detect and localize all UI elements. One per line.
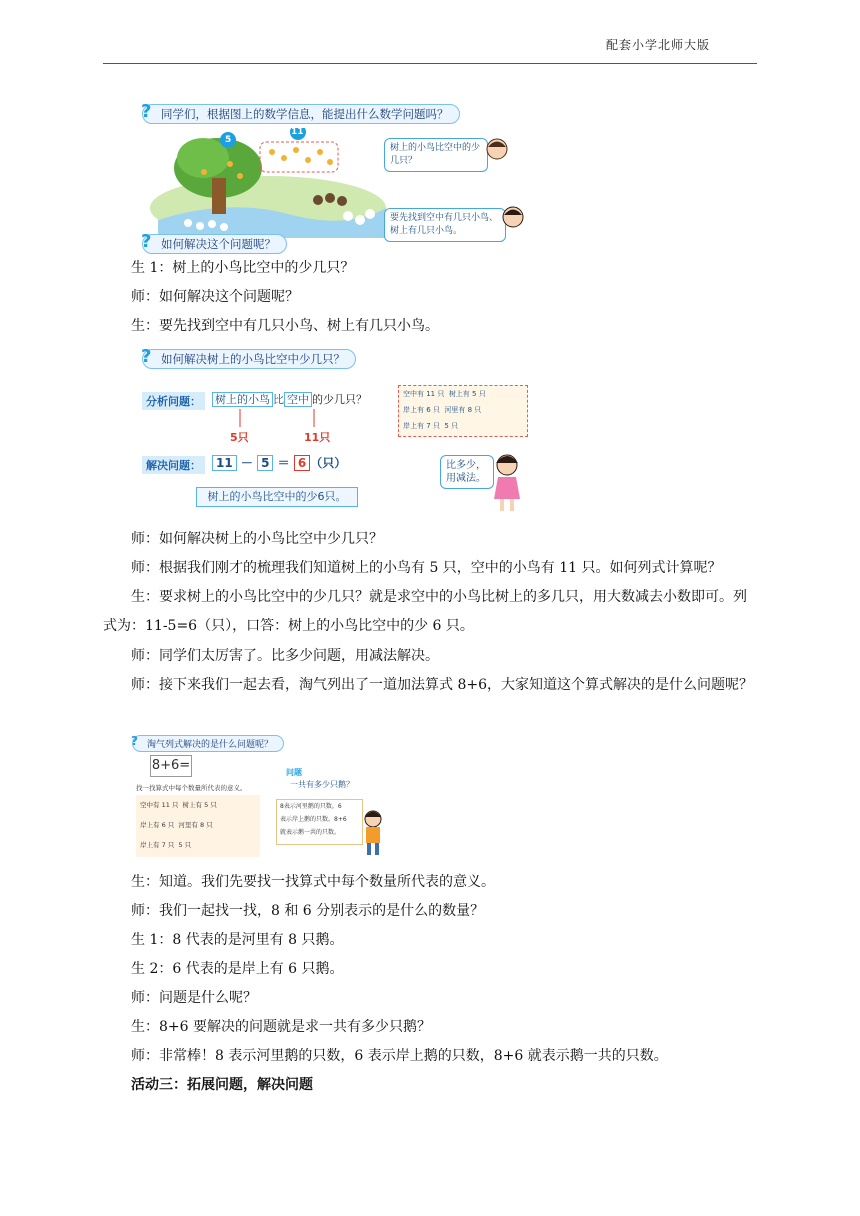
speech-bubble-answer [384,208,506,242]
info-row [403,418,527,434]
row1a: 空中有 11 只 [140,801,179,809]
problem-text: 一共有多少只鹅？ [290,780,354,789]
analyze-part1: 树上的小鸟 [212,392,273,407]
answer-text: 树上的小鸟比空中的少6只。 [207,490,347,503]
explain-box [276,799,363,845]
formula-box [150,755,192,777]
paragraph: 生：要求树上的小鸟比空中的少几只？就是求空中的小鸟比树上的多几只，用大数减去小数即可。列式为：11-5=6（只），口答：树上的小鸟比空中的少 6 只。 [103,589,747,634]
speech-bubble-question [384,138,488,172]
figure-subtraction-analysis [140,345,530,515]
paragraph: 师：同学们太厉害了。比多少问题，用减法解决。 [131,648,439,664]
scene-illustration [148,128,388,238]
unit: （只） [310,456,347,470]
figure2-title-text: 如何解决树上的小鸟比空中少几只？ [161,352,345,366]
num-c: 6 [294,455,310,471]
info-row [140,795,260,815]
header-divider [103,63,757,64]
analyze-part3: 的少几只？ [312,393,367,406]
answer-box [196,487,358,507]
paragraph: 生 2：6 代表的是岸上有 6 只鹅。 [131,961,344,977]
girl-speech-text: 比多少，用减法。 [446,460,486,484]
explain-line3: 就表示鹅一共的只数。 [280,829,341,836]
sky-count-label: 11 [291,127,304,137]
arrows [230,407,350,431]
figure1-bottom-question-text: 如何解决这个问题呢？ [161,237,276,251]
tree-count-label: 5 [225,135,232,145]
speech-bubble-question-text: 树上的小鸟比空中的少几只？ [390,143,481,166]
info-row [140,835,260,855]
explain-line2: 表示岸上鹅的只数。8+6 [280,816,347,823]
row2b: 河里有 8 只 [178,821,213,829]
explain-line1: 8表示河里鹅的只数。6 [280,803,342,810]
girl-speech-bubble [440,455,494,489]
page-header: 配套小学北师大版 [605,38,710,52]
figure-birds-scene [140,100,530,250]
paragraph: 生 1：树上的小鸟比空中的少几只？ [131,260,355,276]
paragraph: 师：如何解决树上的小鸟比空中少几只？ [131,531,383,547]
question-mark-icon: ? [141,346,152,367]
equation [212,454,346,471]
num-b: 5 [257,455,273,471]
problem-label: 问题 [286,768,302,777]
row3b: 5 只 [178,841,192,849]
formula-text: 8+6= [151,758,191,773]
info-bank: 岸上有 6 只 [403,406,440,414]
info-card [398,385,528,437]
num-a: 11 [212,455,237,471]
value-sky: 11只 [304,431,331,444]
figure3-title [132,735,284,752]
op-eq: ＝ [277,456,290,470]
info-bank2: 岸上有 7 只 [403,422,440,430]
paragraph: 师：我们一起找一找，8 和 6 分别表示的是什么的数量？ [131,903,485,919]
figure1-bottom-question [141,231,287,254]
info-table [136,795,260,857]
figure3-title-text: 淘气列式解决的是什么问题呢？ [147,740,274,750]
info-river: 河里有 8 只 [444,406,482,414]
paragraph: 生：8+6 要解决的问题就是求一共有多少只鹅？ [131,1019,431,1035]
question-mark-icon: ? [131,734,138,748]
figure2-title [141,346,356,369]
girl-figure-icon [490,453,524,513]
paragraph: 师：问题是什么呢？ [131,990,257,1006]
paragraph: 师：根据我们刚才的梳理我们知道树上的小鸟有 5 只，空中的小鸟有 11 只。如何列式计算呢？ [131,560,722,576]
figure1-question [141,101,460,124]
find-text: 找一找算式中每个数量所代表的意义。 [136,784,247,792]
info-other: 5 只 [444,422,459,430]
section-heading: 活动三：拓展问题，解决问题 [131,1077,313,1093]
info-sky: 空中有 11 只 [403,390,445,398]
figure-addition-analysis [130,733,390,858]
info-tree: 树上有 5 只 [448,390,486,398]
question-mark-icon: ? [141,231,152,252]
boy-avatar-icon [486,138,508,160]
paragraph: 师：非常棒！8 表示河里鹅的只数，6 表示岸上鹅的只数，8+6 就表示鹅一共的只数。 [131,1048,668,1064]
info-row [140,815,260,835]
paragraph: 师：如何解决这个问题呢？ [131,289,299,305]
paragraph: 师：接下来我们一起去看，淘气列出了一道加法算式 8+6，大家知道这个算式解决的是什么问题呢？ [131,677,753,693]
row3a: 岸上有 7 只 [140,841,175,849]
figure1-question-text: 同学们，根据图上的数学信息，能提出什么数学问题吗？ [161,107,449,121]
solve-label: 解决问题： [142,456,205,474]
row2a: 岸上有 6 只 [140,821,175,829]
analyze-label: 分析问题： [142,392,205,410]
info-row [403,402,527,418]
analyze-bi: 比 [273,393,284,406]
analyze-part2: 空中 [284,392,312,407]
row1b: 树上有 5 只 [182,801,217,809]
paragraph: 生 1：8 代表的是河里有 8 只鹅。 [131,932,344,948]
question-mark-icon: ? [141,101,152,122]
girl-avatar-icon [502,206,524,228]
op-minus: － [240,456,253,470]
info-row [403,386,527,402]
paragraph: 生：要先找到空中有几只小鸟、树上有几只小鸟。 [131,318,439,334]
boy-figure-icon [360,809,386,859]
value-tree: 5只 [230,431,249,444]
paragraph: 生：知道。我们先要找一找算式中每个数量所代表的意义。 [131,874,495,890]
speech-bubble-answer-text: 要先找到空中有几只小鸟、树上有几只小鸟。 [390,213,499,236]
analyze-question [212,391,367,407]
